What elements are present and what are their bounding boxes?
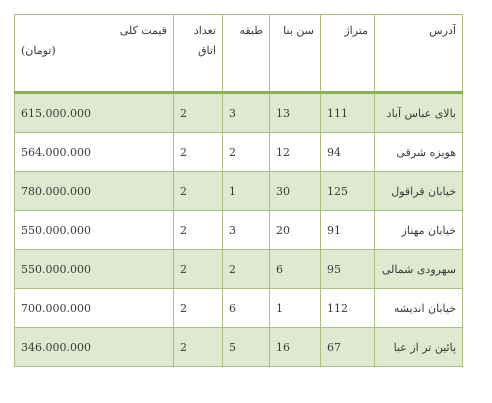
- cell-floor: 2: [223, 250, 270, 289]
- cell-price: 550.000.000: [15, 250, 174, 289]
- cell-address: هویزه شرقی: [375, 133, 463, 172]
- header-row: [15, 15, 463, 93]
- header-floor: طبقه: [223, 15, 270, 93]
- cell-area: 94: [321, 133, 375, 172]
- cell-price: 346.000.000: [15, 328, 174, 367]
- cell-age: 30: [270, 172, 321, 211]
- cell-age: 16: [270, 328, 321, 367]
- table-row: [15, 93, 463, 133]
- cell-age: 13: [270, 93, 321, 133]
- cell-area: 95: [321, 250, 375, 289]
- table-row: [15, 289, 463, 328]
- cell-floor: 1: [223, 172, 270, 211]
- table-row: [15, 172, 463, 211]
- header-area: متراژ: [321, 15, 375, 93]
- cell-address: سهرودی شمالی: [375, 250, 463, 289]
- cell-rooms: 2: [174, 328, 223, 367]
- cell-address: خیابان مهناز: [375, 211, 463, 250]
- header-rooms: تعداد اتاق: [174, 15, 223, 93]
- cell-age: 12: [270, 133, 321, 172]
- header-price: قیمت کلی (تومان): [15, 15, 174, 93]
- listings-table-container: [14, 14, 462, 367]
- cell-floor: 6: [223, 289, 270, 328]
- cell-rooms: 2: [174, 250, 223, 289]
- header-address: آدرس: [375, 15, 463, 93]
- cell-price: 780.000.000: [15, 172, 174, 211]
- cell-area: 67: [321, 328, 375, 367]
- cell-price: 550.000.000: [15, 211, 174, 250]
- cell-price: 564.000.000: [15, 133, 174, 172]
- cell-rooms: 2: [174, 289, 223, 328]
- cell-price: 615.000.000: [15, 93, 174, 133]
- cell-floor: 5: [223, 328, 270, 367]
- cell-floor: 2: [223, 133, 270, 172]
- cell-address: بالای عباس آباد: [375, 93, 463, 133]
- cell-age: 6: [270, 250, 321, 289]
- table-row: [15, 250, 463, 289]
- cell-floor: 3: [223, 93, 270, 133]
- header-age: سن بنا: [270, 15, 321, 93]
- cell-address: خیابان قراقول: [375, 172, 463, 211]
- cell-floor: 3: [223, 211, 270, 250]
- table-row: [15, 328, 463, 367]
- cell-rooms: 2: [174, 93, 223, 133]
- cell-area: 125: [321, 172, 375, 211]
- cell-address: خیابان اندیشه: [375, 289, 463, 328]
- table-row: [15, 133, 463, 172]
- table-row: [15, 211, 463, 250]
- cell-area: 111: [321, 93, 375, 133]
- cell-age: 20: [270, 211, 321, 250]
- listings-table: [14, 14, 463, 367]
- cell-price: 700.000.000: [15, 289, 174, 328]
- cell-rooms: 2: [174, 172, 223, 211]
- cell-area: 91: [321, 211, 375, 250]
- cell-rooms: 2: [174, 133, 223, 172]
- cell-age: 1: [270, 289, 321, 328]
- cell-address: پائین تر از عبا: [375, 328, 463, 367]
- cell-rooms: 2: [174, 211, 223, 250]
- cell-area: 112: [321, 289, 375, 328]
